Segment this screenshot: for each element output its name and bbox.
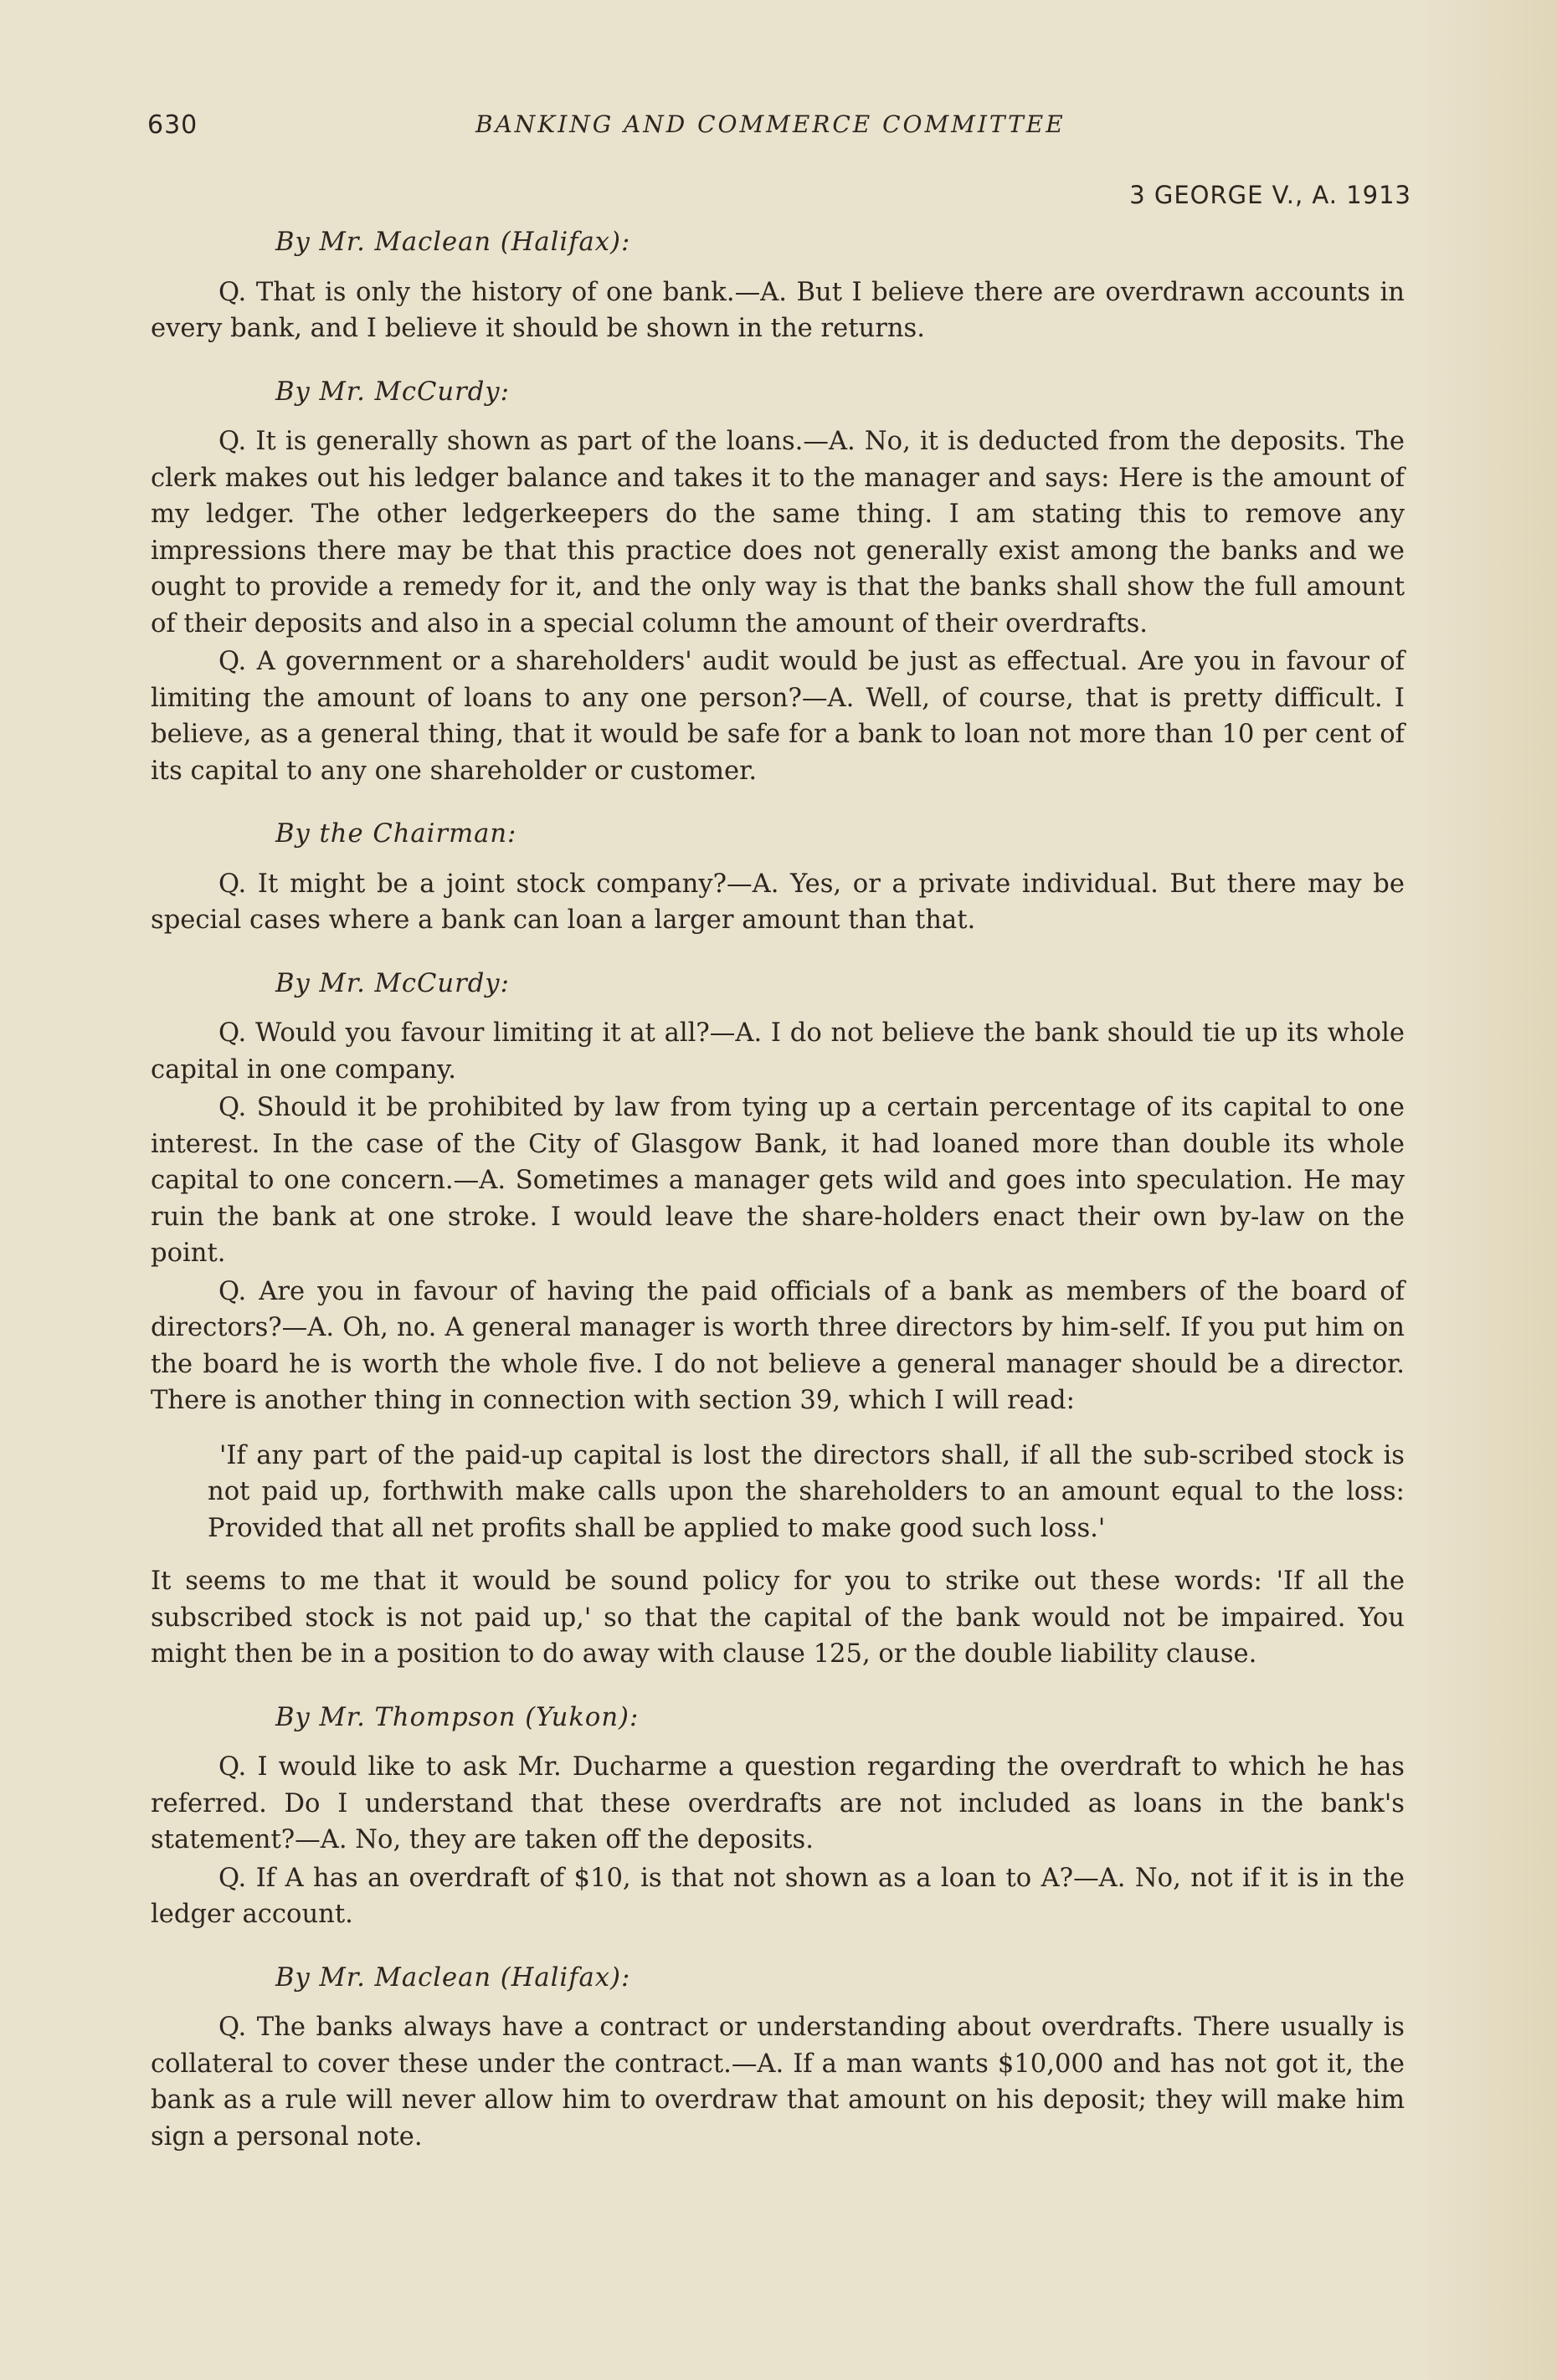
speaker-heading: By Mr. Maclean (Halifax): bbox=[275, 1962, 631, 1993]
speaker-heading: By Mr. Thompson (Yukon): bbox=[275, 1702, 640, 1732]
page-header bbox=[147, 110, 1411, 209]
paragraph: Q. Should it be prohibited by law from tying up a certain percentage of its capital to one interest. In the case of the City of Glasgow Bank, it had loaned more than double its whole capital to one concern.—A. Sometimes a manager gets wild and goes into speculation. He may ruin the bank at one stroke. I would leave the share-holders enact their own by-law on the point. bbox=[151, 1093, 1405, 1268]
speaker-heading: By the Chairman: bbox=[275, 819, 517, 849]
paragraph: Q. If A has an overdraft of $10, is that not shown as a loan to A?—A. No, not if it is in the ledger account. bbox=[151, 1863, 1405, 1929]
paragraph: Q. Are you in favour of having the paid officials of a bank as members of the board of directors?—A. Oh, no. A general manager is worth three directors by him-self. If you put him on the board he is worth the whole five. I do not believe a general manager should be a director. There is another thing in connection with section 39, which I will read: bbox=[151, 1276, 1405, 1415]
paragraph: Q. It might be a joint stock company?—A. Yes, or a private individual. But there may be special cases where a bank can loan a larger amount than that. bbox=[151, 869, 1405, 935]
block-quote: 'If any part of the paid-up capital is lost the directors shall, if all the sub-scribed stock is not paid up, forthwith make calls upon the shareholders to an amount equal to the loss: Provided that all net profits shall be applied to make good such loss.' bbox=[208, 1440, 1405, 1543]
paragraph: Q. It is generally shown as part of the loans.—A. No, it is deducted from the deposits. The clerk makes out his ledger balance and takes it to the manager and says: Here is the amount of my ledger. The other ledgerkeepers do the same thing. I am stating this to remove any impressions there may be that this practice does not generally exist among the banks and we ought to provide a remedy for it, and the only way is that the banks shall show the full amount of their deposits and also in a special column the amount of their overdrafts. bbox=[151, 427, 1405, 639]
session-label: 3 GEORGE V., A. 1913 bbox=[1129, 181, 1411, 209]
paragraph: Q. Would you favour limiting it at all?—A. I do not believe the bank should tie up its whole capital in one company. bbox=[151, 1018, 1405, 1085]
page-edge-stain bbox=[1423, 0, 1557, 2380]
page-number: 630 bbox=[147, 110, 198, 140]
speaker-heading: By Mr. McCurdy: bbox=[275, 377, 510, 407]
page-body bbox=[151, 224, 1405, 2157]
speaker-heading: By Mr. McCurdy: bbox=[275, 968, 510, 998]
paragraph: It seems to me that it would be sound policy for you to strike out these words: 'If all the subscribed stock is not paid up,' so that the capital of the bank would not be impaired. You might then be in a position to do away with clause 125, or the double liability clause. bbox=[151, 1567, 1405, 1669]
paragraph: Q. I would like to ask Mr. Ducharme a question regarding the overdraft to which he has referred. Do I understand that these overdrafts are not included as loans in the bank's statement?—A. No, they are taken off the deposits. bbox=[151, 1752, 1405, 1854]
running-title: BANKING AND COMMERCE COMMITTEE bbox=[475, 110, 1066, 138]
speaker-heading: By Mr. Maclean (Halifax): bbox=[275, 228, 631, 257]
paragraph: Q. A government or a shareholders' audit would be just as effectual. Are you in favour of limiting the amount of loans to any one person?—A. Well, of course, that is pretty difficult. I believe, as a general thing, that it would be safe for a bank to loan not more than 10 per cent of its capital to any one shareholder or customer. bbox=[151, 647, 1405, 786]
paragraph: Q. That is only the history of one bank.—A. But I believe there are overdrawn accounts in every bank, and I believe it should be shown in the returns. bbox=[151, 277, 1405, 343]
paragraph: Q. The banks always have a contract or understanding about overdrafts. There usually is collateral to cover these under the contract.—A. If a man wants $10,000 and has not got it, the bank as a rule will never allow him to overdraw that amount on his deposit; they will make him sign a personal note. bbox=[151, 2013, 1405, 2152]
